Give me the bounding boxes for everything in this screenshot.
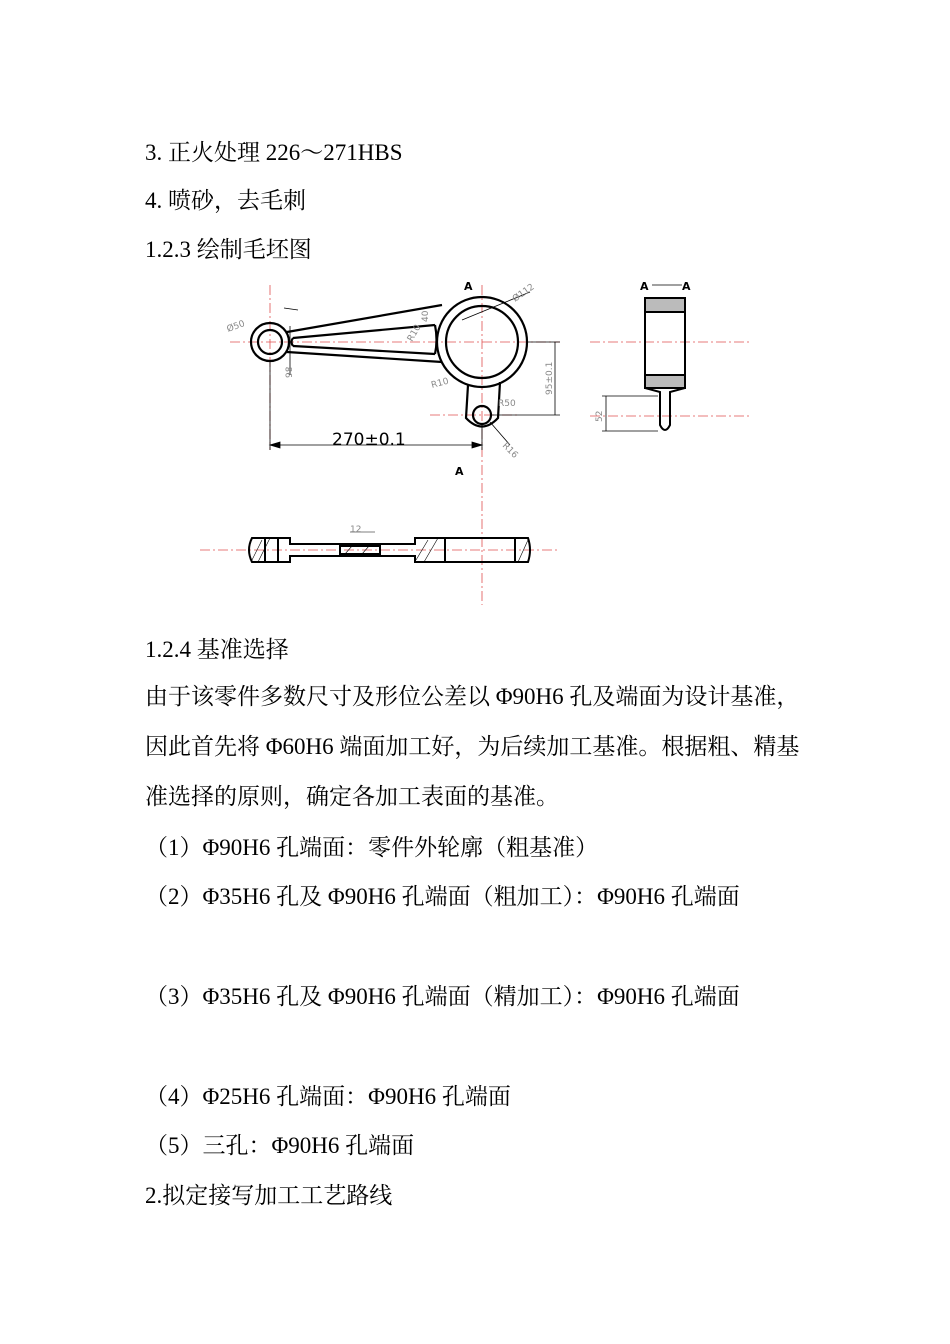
dim-r50: R50 xyxy=(498,399,516,409)
side-section-view xyxy=(645,298,685,430)
blank-drawing xyxy=(190,270,770,610)
datum-item-2: （2）Φ35H6 孔及 Φ90H6 孔端面（粗加工）：Φ90H6 孔端面 xyxy=(145,884,740,909)
section-heading-2: 2.拟定接写加工工艺路线 xyxy=(145,1183,393,1208)
dim-r16: R16 xyxy=(499,441,520,461)
dim-phi112: Ø112 xyxy=(510,282,537,305)
dim-r10-upper: R10 xyxy=(405,323,424,344)
section-mark-side-left: A xyxy=(640,280,649,293)
dim-40: 40 xyxy=(421,310,431,322)
dim-phi50: Ø50 xyxy=(225,319,247,335)
datum-paragraph: 由于该零件多数尺寸及形位公差以 Φ90H6 孔及端面为设计基准，因此首先将 Φ60H6 端面加工好，为后续加工基准。根据粗、精基准选择的原则，确定各加工表面的基准。 xyxy=(145,684,800,809)
section-mark-top: A xyxy=(464,280,473,293)
dim-12: 12 xyxy=(350,525,362,535)
dim-main-270: 270±0.1 xyxy=(332,430,406,450)
section-heading-1-2-4: 1.2.4 基准选择 xyxy=(145,637,289,662)
top-view xyxy=(251,297,527,427)
step-3-line: 3. 正火处理 226～271HBS xyxy=(145,140,403,165)
dim-95: 95±0.1 xyxy=(545,361,555,395)
dim-98: 98 xyxy=(285,366,295,378)
side-dimension xyxy=(602,396,658,431)
dim-r10-lower: R10 xyxy=(430,376,450,391)
datum-item-1: （1）Φ90H6 孔端面：零件外轮廓（粗基准） xyxy=(145,835,599,860)
datum-item-3: （3）Φ35H6 孔及 Φ90H6 孔端面（精加工）：Φ90H6 孔端面 xyxy=(145,984,740,1009)
section-mark-side-right: A xyxy=(682,280,691,293)
section-mark-bottom: A xyxy=(455,465,464,478)
datum-item-4: （4）Φ25H6 孔端面：Φ90H6 孔端面 xyxy=(145,1084,511,1109)
datum-item-5: （5）三孔：Φ90H6 孔端面 xyxy=(145,1133,415,1158)
dim-52: 52 xyxy=(595,410,605,422)
section-heading-1-2-3: 1.2.3 绘制毛坯图 xyxy=(145,237,312,262)
step-4-line: 4. 喷砂，去毛刺 xyxy=(145,188,306,213)
